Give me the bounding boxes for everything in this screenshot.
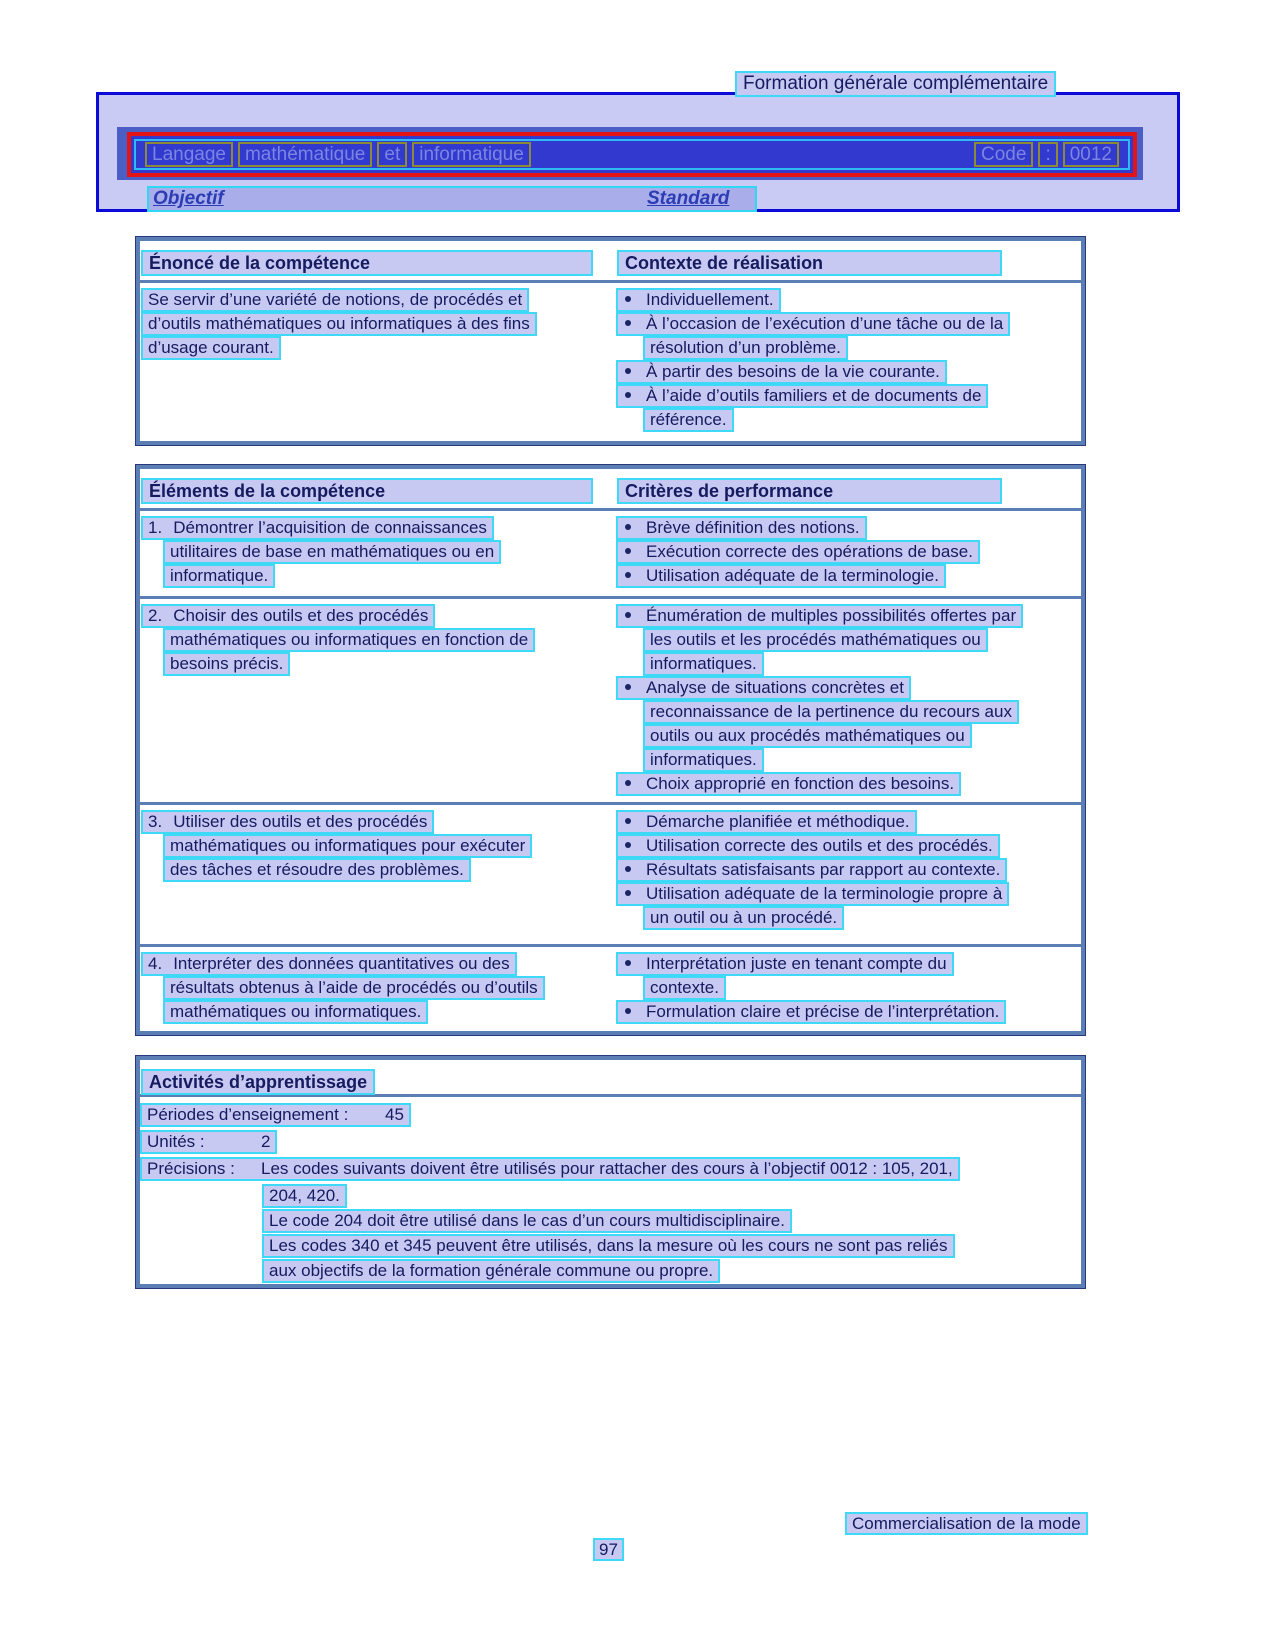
table-elements-criteres	[136, 465, 1085, 1035]
text-line	[616, 858, 1007, 882]
text-line: 204, 420.	[262, 1184, 347, 1208]
text-line	[141, 604, 435, 628]
text-line	[163, 628, 535, 652]
bullet-icon	[625, 296, 631, 302]
table-row	[140, 805, 1081, 947]
word-box: et	[377, 142, 407, 167]
table-row	[140, 599, 1081, 805]
line-text: informatiques.	[650, 654, 757, 673]
column-header: Critères de performance	[617, 478, 1002, 504]
text-line: Les codes 340 et 345 peuvent être utilisés, dans la mesure où les cours ne sont pas reliés	[262, 1234, 955, 1258]
line-text: Interprétation juste en tenant compte du	[646, 954, 947, 973]
line-text: Interpréter des données quantitatives ou des	[173, 954, 510, 973]
text-line	[163, 834, 532, 858]
activities-body	[140, 1097, 1081, 1283]
text-line	[141, 952, 517, 976]
text-line	[643, 408, 734, 432]
line-text: informatique.	[170, 566, 269, 585]
line-text: informatiques.	[650, 750, 757, 769]
right-cell	[616, 288, 1081, 441]
line-text: Formulation claire et précise de l’interprétation.	[646, 1002, 1000, 1021]
table-header-row	[140, 241, 1081, 283]
text-line	[616, 772, 961, 796]
text-line	[141, 288, 529, 312]
text-line	[163, 540, 501, 564]
text-line	[163, 564, 275, 588]
text-line	[141, 336, 281, 360]
text-line	[643, 336, 848, 360]
activity-value: 2	[261, 1132, 271, 1151]
bullet-icon	[625, 1008, 631, 1014]
text-line	[141, 810, 434, 834]
text-line	[616, 360, 947, 384]
standard-label: Standard	[647, 188, 730, 209]
bullet-icon	[625, 572, 631, 578]
activity-value: 45	[385, 1105, 404, 1124]
right-cell	[616, 516, 1081, 596]
text-line	[643, 906, 844, 930]
text-line	[163, 858, 471, 882]
line-text: contexte.	[650, 978, 719, 997]
bullet-icon	[625, 842, 631, 848]
left-cell	[140, 952, 616, 1031]
section-header: Formation générale complémentaire	[735, 71, 1056, 97]
line-text: un outil ou à un procédé.	[650, 908, 838, 927]
word-box: :	[1038, 142, 1057, 167]
line-text: À l’aide d’outils familiers et de documents de	[646, 386, 982, 405]
text-line	[616, 312, 1010, 336]
activity-row	[140, 1103, 411, 1127]
text-line	[643, 628, 988, 652]
word-box: Code	[974, 142, 1033, 167]
objectif-standard-bar	[147, 186, 757, 212]
line-text: référence.	[650, 410, 727, 429]
activity-label: Périodes d’enseignement :	[147, 1105, 349, 1124]
bullet-icon	[625, 524, 631, 530]
text-line	[141, 312, 537, 336]
line-text: mathématiques ou informatiques en fonction de	[170, 630, 529, 649]
table-activites	[136, 1056, 1085, 1288]
section-title: Activités d’apprentissage	[141, 1069, 375, 1095]
text-line	[616, 384, 988, 408]
line-text: Utilisation adéquate de la terminologie propre à	[646, 884, 1003, 903]
line-text: Choisir des outils et des procédés	[173, 606, 429, 625]
left-cell	[140, 604, 616, 802]
text-line	[616, 604, 1023, 628]
line-text: Analyse de situations concrètes et	[646, 678, 904, 697]
left-cell	[140, 516, 616, 596]
column-header: Énoncé de la compétence	[141, 250, 593, 276]
line-text: reconnaissance de la pertinence du recours aux	[650, 702, 1012, 721]
line-text: outils ou aux procédés mathématiques ou	[650, 726, 965, 745]
table-row	[140, 283, 1081, 441]
item-number: 2.	[148, 606, 163, 625]
bullet-icon	[625, 818, 631, 824]
activity-row	[140, 1130, 277, 1154]
bullet-icon	[625, 612, 631, 618]
line-text: À partir des besoins de la vie courante.	[646, 362, 940, 381]
text-line	[616, 676, 911, 700]
line-text: Utilisation correcte des outils et des procédés.	[646, 836, 993, 855]
table-row	[140, 947, 1081, 1031]
line-text: mathématiques ou informatiques pour exécuter	[170, 836, 526, 855]
course-title	[145, 142, 536, 167]
text-line	[643, 976, 726, 1000]
bullet-icon	[625, 392, 631, 398]
left-cell	[140, 288, 616, 441]
line-text: Énumération de multiples possibilités offertes par	[646, 606, 1017, 625]
text-line	[616, 810, 917, 834]
line-text: Exécution correcte des opérations de base.	[646, 542, 973, 561]
page-number: 97	[593, 1538, 624, 1561]
line-text: Brève définition des notions.	[646, 518, 860, 537]
text-line	[616, 540, 980, 564]
bullet-icon	[625, 684, 631, 690]
text-line	[163, 976, 545, 1000]
right-cell	[616, 604, 1081, 802]
line-text: À l’occasion de l’exécution d’une tâche ou de la	[646, 314, 1004, 333]
table-body	[140, 283, 1081, 441]
text-line	[163, 1000, 428, 1024]
word-box: informatique	[412, 142, 531, 167]
line-text: mathématiques ou informatiques.	[170, 1002, 422, 1021]
text-line	[616, 564, 946, 588]
text-line	[643, 748, 764, 772]
text-line	[616, 1000, 1006, 1024]
word-box: mathématique	[238, 142, 372, 167]
text-line	[643, 700, 1019, 724]
title-banner	[127, 132, 1137, 177]
objectif-label: Objectif	[153, 188, 224, 209]
course-code	[969, 142, 1119, 167]
item-number: 1.	[148, 518, 163, 537]
text-line	[163, 652, 290, 676]
table-row	[140, 511, 1081, 599]
activity-value: Les codes suivants doivent être utilisés pour rattacher des cours à l’objectif 0012 : 105, 201,	[261, 1159, 953, 1178]
line-text: des tâches et résoudre des problèmes.	[170, 860, 464, 879]
word-box: Langage	[145, 142, 233, 167]
text-line	[616, 882, 1009, 906]
text-line	[141, 516, 494, 540]
bullet-icon	[625, 866, 631, 872]
table-enonce-competence	[136, 237, 1085, 445]
right-cell	[616, 810, 1081, 944]
line-text: Individuellement.	[646, 290, 774, 309]
text-line	[643, 724, 972, 748]
line-text: Démontrer l’acquisition de connaissances	[173, 518, 487, 537]
line-text: Utilisation adéquate de la terminologie.	[646, 566, 939, 585]
bullet-icon	[625, 548, 631, 554]
activity-row	[140, 1157, 960, 1181]
table-body	[140, 511, 1081, 1031]
bullet-icon	[625, 320, 631, 326]
line-text: Choix approprié en fonction des besoins.	[646, 774, 955, 793]
line-text: les outils et les procédés mathématiques ou	[650, 630, 981, 649]
text-line	[616, 516, 867, 540]
text-line: aux objectifs de la formation générale commune ou propre.	[262, 1259, 720, 1283]
bullet-icon	[625, 960, 631, 966]
left-cell	[140, 810, 616, 944]
item-number: 4.	[148, 954, 163, 973]
line-text: d’usage courant.	[148, 338, 274, 357]
line-text: besoins précis.	[170, 654, 284, 673]
table-header-row	[140, 469, 1081, 511]
activity-label: Unités :	[147, 1132, 205, 1151]
line-text: Démarche planifiée et méthodique.	[646, 812, 910, 831]
line-text: résultats obtenus à l’aide de procédés ou d’outils	[170, 978, 538, 997]
bullet-icon	[625, 890, 631, 896]
footer-program-name: Commercialisation de la mode	[845, 1512, 1088, 1535]
text-line	[616, 952, 954, 976]
activity-label: Précisions :	[147, 1159, 235, 1178]
item-number: 3.	[148, 812, 163, 831]
line-text: résolution d’un problème.	[650, 338, 841, 357]
table-header-row	[140, 1060, 1081, 1097]
right-cell	[616, 952, 1081, 1031]
line-text: utilitaires de base en mathématiques ou en	[170, 542, 495, 561]
line-text: Utiliser des outils et des procédés	[173, 812, 428, 831]
text-line	[616, 288, 781, 312]
text-line: Le code 204 doit être utilisé dans le cas d’un cours multidisciplinaire.	[262, 1209, 792, 1233]
bullet-icon	[625, 368, 631, 374]
column-header: Éléments de la compétence	[141, 478, 593, 504]
line-text: Se servir d’une variété de notions, de procédés et	[148, 290, 523, 309]
line-text: d’outils mathématiques ou informatiques à des fins	[148, 314, 530, 333]
title-banner-inner	[134, 139, 1130, 170]
bullet-icon	[625, 780, 631, 786]
column-header: Contexte de réalisation	[617, 250, 1002, 276]
text-line	[643, 652, 764, 676]
line-text: Résultats satisfaisants par rapport au contexte.	[646, 860, 1001, 879]
text-line	[616, 834, 1000, 858]
word-box: 0012	[1063, 142, 1119, 167]
